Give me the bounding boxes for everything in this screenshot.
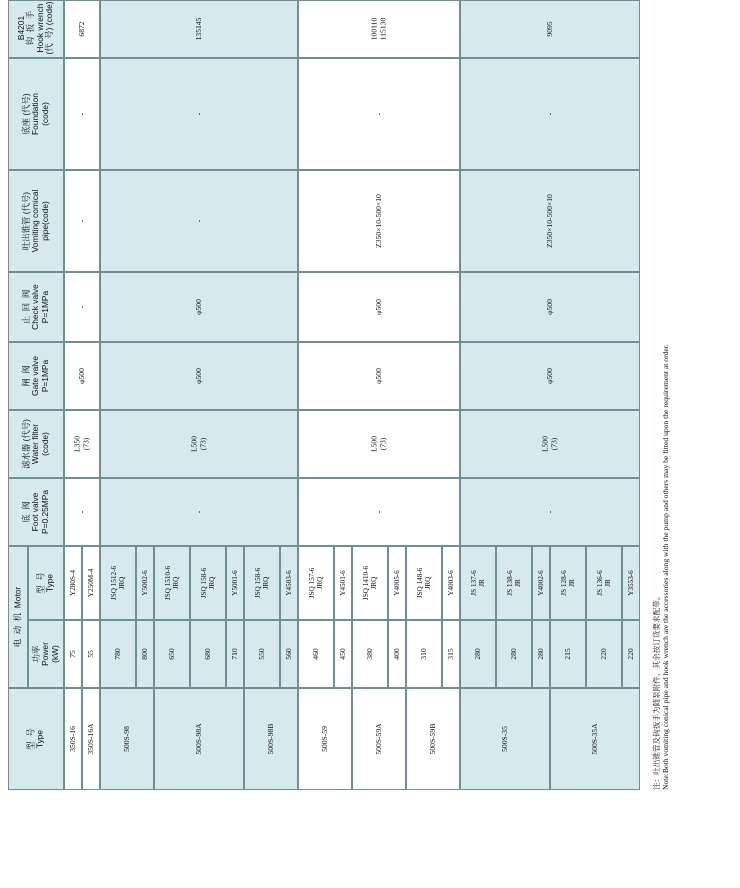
motor-power: 450 (337, 648, 347, 660)
motor-type: JSQ 158-6 JRQ (199, 567, 216, 599)
vomit-pipe-value: - (76, 219, 86, 223)
pump-type: 500S-35A (589, 723, 599, 755)
motor-power: 680 (202, 648, 212, 660)
motor-power: 280 (472, 648, 482, 660)
pump-type: 500S-59 (319, 726, 329, 752)
gate-valve-value: φ500 (193, 368, 203, 384)
foot-valve-value: - (373, 510, 383, 514)
motor-type: JS 137-6 JR (469, 570, 486, 596)
vomit-pipe-value: - (193, 219, 203, 223)
pump-type: 500S-59B (427, 723, 437, 755)
motor-type: JS 136-6 JR (595, 570, 612, 596)
gate-valve-value: φ500 (76, 368, 86, 384)
pump-type: 500S-98A (193, 723, 203, 755)
motor-power: 710 (229, 648, 239, 660)
motor-type: Y5002-6 (140, 570, 149, 596)
hook-wrench-value: 6872 (76, 21, 86, 37)
accessories-table (8, 0, 640, 790)
foot-valve-value: - (193, 510, 203, 514)
motor-power: 560 (283, 648, 293, 660)
check-valve-value: φ500 (373, 299, 383, 315)
motor-type: Y4501-6 (338, 570, 347, 596)
motor-type: JSQ 1410-6 JRQ (361, 565, 378, 601)
motor-power: 315 (445, 648, 455, 660)
foundation-value: - (193, 112, 203, 116)
water-filter-value: L500 (73) (540, 435, 558, 453)
pump-type: 500S-59A (373, 723, 383, 755)
header-vomit-pipe: 吐出锥管 (代号) Vomiting comical pipe(code) (20, 189, 50, 253)
foundation-value: - (76, 112, 86, 116)
note-english: Note:Both vomiting conical pipe and hook wrench are the accessories along with the pump and others may be fitted upon the requirement at order. (661, 344, 670, 790)
header-motor-group: 电 动 机 Motor (12, 586, 23, 648)
header-motor-power: 功率 Power (kW) (30, 642, 60, 666)
motor-type: Y4002-6 (536, 570, 545, 596)
check-valve-value: φ500 (544, 299, 554, 315)
motor-power: 650 (166, 648, 176, 660)
motor-power: 550 (256, 648, 266, 660)
motor-type: Y250M-4 (86, 568, 95, 598)
motor-power: 310 (418, 648, 428, 660)
pump-type: 350S-16A (85, 723, 95, 755)
motor-type: Y5001-6 (230, 570, 239, 596)
header-gate-valve: 闸 阀 Gate valve P=1MPa (20, 355, 50, 397)
motor-type: JSQ 158-6 JRQ (253, 567, 270, 599)
foundation-value: - (544, 112, 554, 116)
foundation-value: - (373, 112, 383, 116)
motor-power: 460 (310, 648, 320, 660)
motor-type: Y4005-6 (392, 570, 401, 596)
water-filter-value: L500 (73) (369, 435, 387, 453)
header-check-valve: 止 回 阀 Check valve P=1MPa (20, 284, 50, 330)
pump-type: 500S-98 (121, 726, 131, 752)
motor-type: Y280S-4 (68, 570, 77, 596)
motor-power: 55 (85, 650, 95, 658)
motor-type: JS 138-6 JR (505, 570, 522, 596)
motor-type: JSQ 1510-6 JRQ (163, 565, 180, 601)
motor-power: 75 (67, 650, 77, 658)
water-filter-value: L500 (73) (189, 435, 207, 453)
motor-power: 280 (508, 648, 518, 660)
pump-type: 500S-35 (499, 726, 509, 752)
hook-wrench-value: 135145 (193, 17, 203, 41)
check-valve-value: - (76, 305, 86, 309)
pump-type: 500S-98B (265, 723, 275, 755)
motor-type: Y3553-6 (626, 570, 635, 596)
check-valve-value: φ500 (193, 299, 203, 315)
motor-power: 220 (625, 648, 635, 660)
motor-type: Y4003-6 (446, 570, 455, 596)
motor-power: 800 (139, 648, 149, 660)
motor-type: JSQ 148-6 JRQ (415, 567, 432, 599)
motor-power: 780 (112, 648, 122, 660)
header-water-filter: 滤水器 (代号) Water filter (code) (20, 419, 50, 469)
note-chinese: 注：吐出锥管及钩扳手为随泵附件，其余按订货要求配带。 (652, 592, 661, 790)
motor-power: 280 (535, 648, 545, 660)
motor-type: JSQ 1512-6 JRQ (109, 565, 126, 601)
foot-valve-value: - (76, 510, 86, 514)
motor-power: 215 (562, 648, 572, 660)
pump-type: 350S-16 (67, 726, 77, 752)
hook-wrench-value: 100110 115130 (369, 17, 387, 41)
gate-valve-value: φ500 (373, 368, 383, 384)
vomit-pipe-value: Z350×10-500×10 (373, 194, 383, 248)
hook-wrench-value: 9095 (544, 21, 554, 37)
foot-valve-value: - (544, 510, 554, 514)
motor-power: 380 (364, 648, 374, 660)
header-foot-valve: 底 阀 Foot valve P=0.25MPa (20, 490, 50, 534)
gate-valve-value: φ500 (544, 368, 554, 384)
motor-type: JS 128-6 JR (559, 570, 576, 596)
motor-power: 400 (391, 648, 401, 660)
header-foundation: 底座 (代号) Foundation (code) (20, 93, 50, 135)
motor-type: JSQ 157-6 JRQ (307, 567, 324, 599)
vomit-pipe-value: Z350×10-500×10 (544, 194, 554, 248)
header-motor-type: 型 号 Type (35, 572, 55, 594)
header-hook-wrench: B4201 钩 扳 手 Hook wrench (代 号) (code) (16, 1, 55, 55)
header-type: 型 号 Type (25, 728, 45, 750)
motor-power: 220 (598, 648, 608, 660)
motor-type: Y4503-6 (284, 570, 293, 596)
water-filter-value: L350 (73) (72, 435, 90, 453)
